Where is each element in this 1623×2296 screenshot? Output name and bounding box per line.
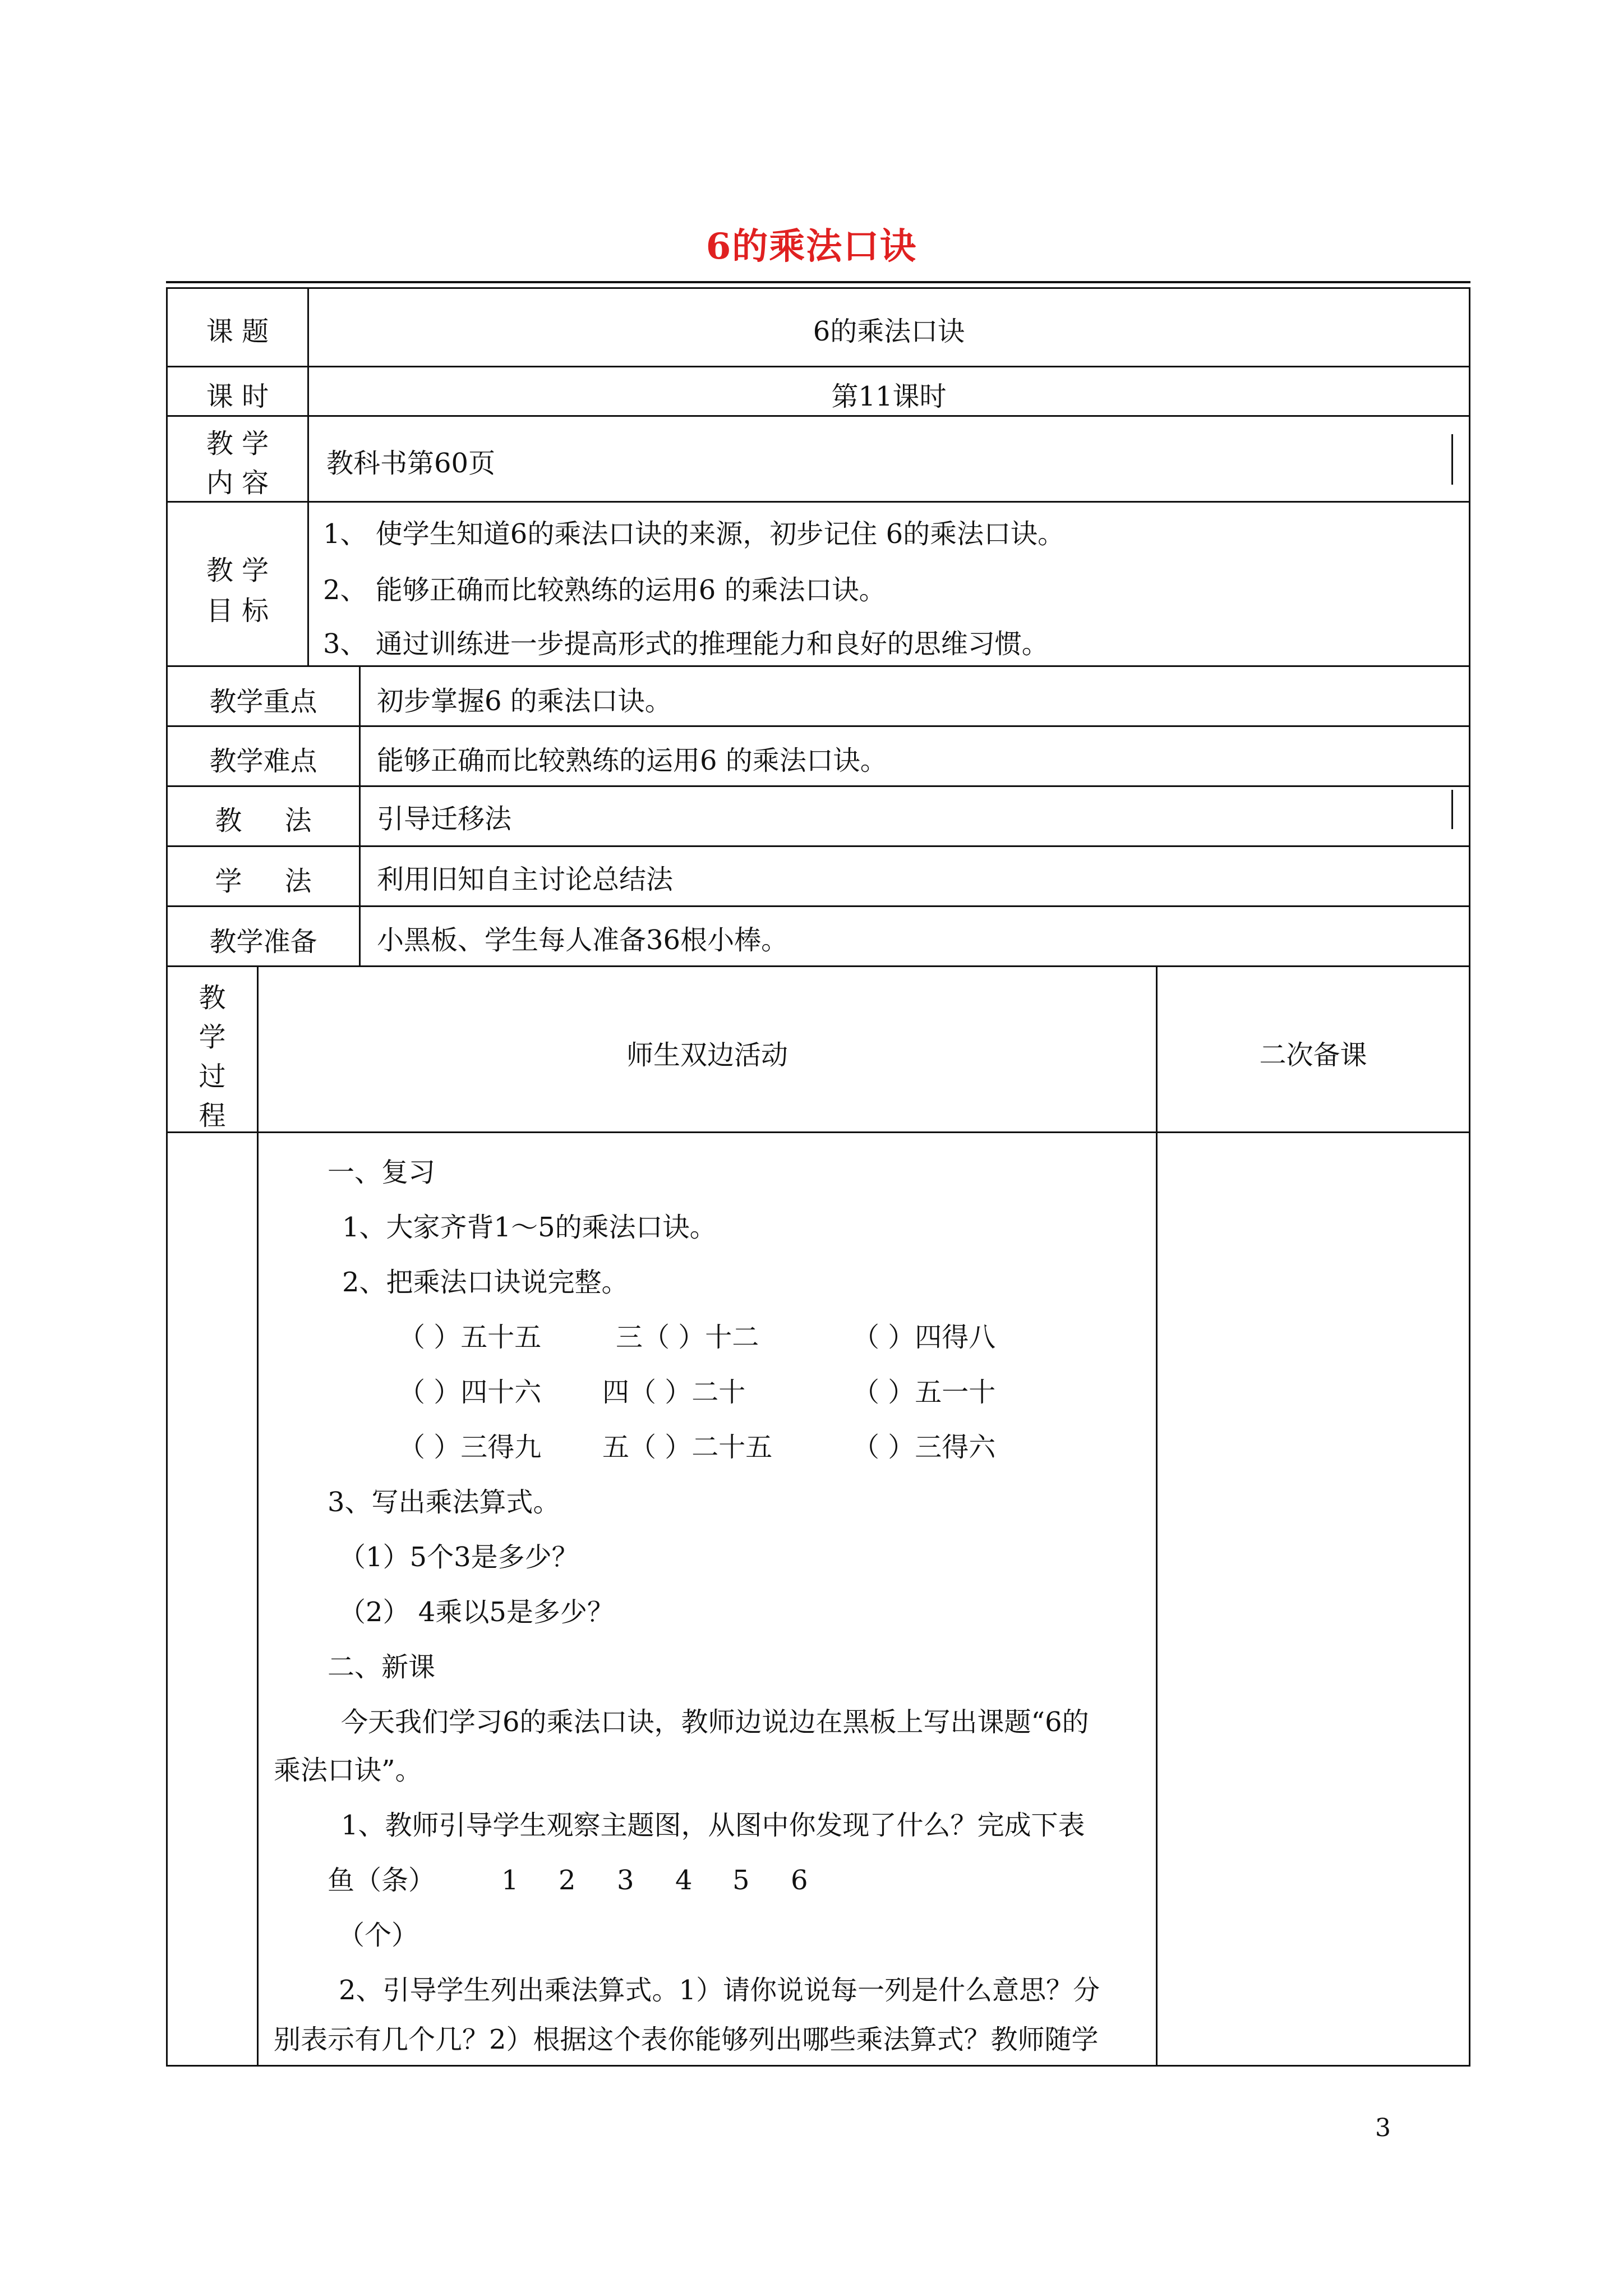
label-learning-method: 学 法 <box>215 866 312 897</box>
process-line: 2、把乘法口诀说完整。 <box>342 1267 629 1298</box>
process-label-char: 程 <box>199 1100 226 1131</box>
fill-blank: 三（ ）十二 <box>616 1322 759 1353</box>
fish-number: 2 <box>559 1865 576 1896</box>
value-topic: 6的乘法口诀 <box>813 316 965 347</box>
label-period: 课 时 <box>206 381 269 412</box>
fish-row-label: 鱼（条） <box>328 1865 436 1896</box>
fill-blank: （ ）四十六 <box>398 1377 542 1408</box>
document-title: 6的乘法口诀 <box>706 226 917 268</box>
label-preparation: 教学准备 <box>209 926 317 958</box>
process-line: 别表示有几个几？2）根据这个表你能够列出哪些乘法算式？教师随学 <box>274 2024 1099 2055</box>
unit-row-label: （个） <box>338 1920 419 1951</box>
section-heading: 二、新课 <box>328 1651 436 1683</box>
fill-blank: 五（ ）二十五 <box>602 1432 773 1463</box>
notes-divider <box>1156 965 1158 2067</box>
goal-item: 1、 使学生知道6的乘法口诀的来源，初步记住 6的乘法口诀。 <box>323 518 1065 550</box>
fish-number: 6 <box>791 1865 808 1896</box>
value-teaching-method: 引导迁移法 <box>377 803 512 835</box>
value-period: 第11课时 <box>831 381 947 412</box>
section-heading: 一、复习 <box>328 1157 436 1188</box>
process-line: 乘法口诀”。 <box>274 1755 422 1786</box>
value-difficulty: 能够正确而比较熟练的运用6 的乘法口诀。 <box>377 745 887 776</box>
label-goals-1: 教 学 <box>206 555 269 586</box>
row-divider <box>166 905 1470 907</box>
fish-number: 4 <box>675 1865 693 1896</box>
top-rule <box>166 281 1470 283</box>
fill-blank: （ ）三得六 <box>852 1432 996 1463</box>
goal-item: 2、 能够正确而比较熟练的运用6 的乘法口诀。 <box>323 574 886 606</box>
process-label-char: 教 <box>199 982 226 1014</box>
process-label-char: 学 <box>199 1022 226 1053</box>
process-line: 1、大家齐背1～5的乘法口诀。 <box>342 1212 717 1243</box>
label-key-point: 教学重点 <box>209 686 317 717</box>
process-line: 今天我们学习6的乘法口诀，教师边说边在黑板上写出课题“6的 <box>341 1706 1089 1738</box>
process-line: （2） 4乘以5是多少？ <box>339 1596 614 1628</box>
row-divider <box>166 725 1470 727</box>
fill-blank: 四（ ）二十 <box>602 1377 746 1408</box>
label-divider-middle <box>359 665 361 965</box>
fill-blank: （ ）五十五 <box>398 1322 542 1353</box>
label-divider-process <box>257 965 259 2067</box>
row-divider <box>166 366 1470 367</box>
label-difficulty: 教学难点 <box>209 746 317 777</box>
value-content: 教科书第60页 <box>326 448 496 479</box>
column-activity-header: 师生双边活动 <box>626 1039 788 1071</box>
process-line: 1、教师引导学生观察主题图，从图中你发现了什么？完成下表 <box>341 1810 1085 1841</box>
fill-blank: （ ）三得九 <box>398 1432 542 1463</box>
row-divider <box>166 965 1470 967</box>
goal-item: 3、 通过训练进一步提高形式的推理能力和良好的思维习惯。 <box>323 628 1049 660</box>
row-divider <box>166 845 1470 847</box>
process-line: （1）5个3是多少？ <box>339 1542 579 1573</box>
label-content-1: 教 学 <box>206 428 269 459</box>
fill-blank: （ ）四得八 <box>852 1322 996 1353</box>
row-divider <box>166 1131 1470 1133</box>
cursor-mark <box>1451 790 1453 829</box>
page-number: 3 <box>1375 2114 1391 2142</box>
label-goals-2: 目 标 <box>206 595 269 627</box>
value-learning-method: 利用旧知自主讨论总结法 <box>377 864 674 895</box>
fill-blank: （ ）五一十 <box>852 1377 996 1408</box>
table-top-border <box>166 287 1470 289</box>
label-content-2: 内 容 <box>206 467 269 499</box>
fish-number: 5 <box>732 1865 750 1896</box>
row-divider <box>166 501 1470 503</box>
column-notes-header: 二次备课 <box>1259 1039 1367 1071</box>
cursor-mark <box>1451 434 1453 485</box>
label-teaching-method: 教 法 <box>215 805 312 836</box>
process-line: 2、引导学生列出乘法算式。1）请你说说每一列是什么意思？分 <box>339 1975 1100 2006</box>
table-right-border <box>1469 287 1470 2067</box>
row-divider <box>166 785 1470 787</box>
value-key-point: 初步掌握6 的乘法口诀。 <box>377 685 672 717</box>
fish-number: 3 <box>617 1865 634 1896</box>
table-bottom-border <box>166 2065 1470 2067</box>
fish-number: 1 <box>501 1865 519 1896</box>
label-topic: 课 题 <box>206 316 269 347</box>
process-label-char: 过 <box>199 1061 226 1092</box>
row-divider <box>166 415 1470 417</box>
process-line: 3、写出乘法算式。 <box>328 1487 560 1518</box>
row-divider <box>166 665 1470 667</box>
value-preparation: 小黑板、学生每人准备36根小棒。 <box>377 924 789 956</box>
